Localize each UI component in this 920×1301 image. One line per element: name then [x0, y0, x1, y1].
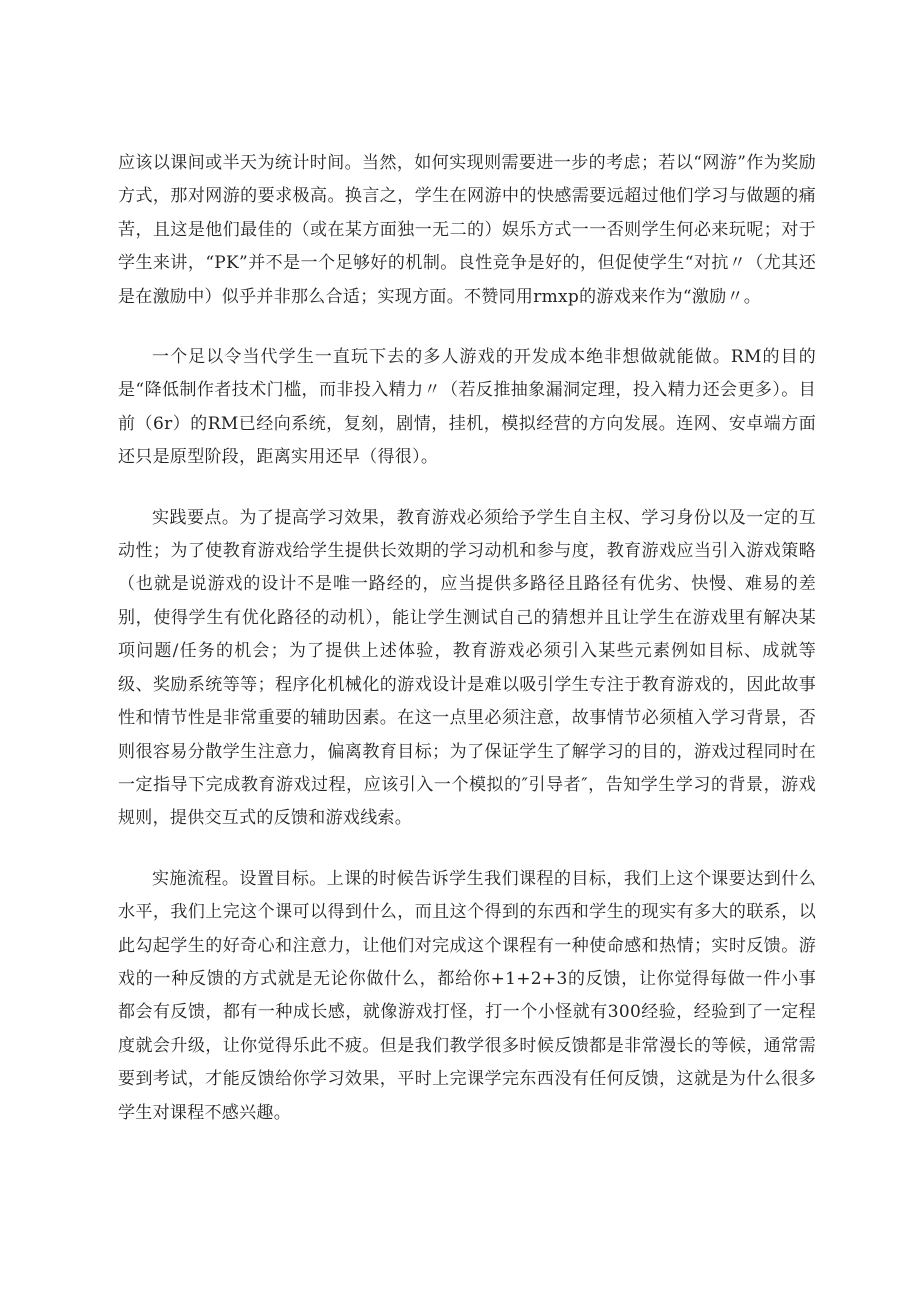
- paragraph-3: 实践要点。为了提高学习效果，教育游戏必须给予学生自主权、学习身份以及一定的互动性；为了使教育游戏给学生提供长效期的学习动机和参与度，教育游戏应当引入游戏策略（也就是说游戏的设计不是唯一路经的，应当提供多路径且路径有优劣、快慢、难易的差别，使得学生有优化路径的动机），能让学生测试自己的猜想并且让学生在游戏里有解决某项问题/任务的机会；为了提供上述体验，教育游戏必须引入某些元素例如目标、成就等级、奖励系统等等；程序化机械化的游戏设计是难以吸引学生专注于教育游戏的，因此故事性和情节性是非常重要的辅助因素。在这一点里必须注意，故事情节必须植入学习背景，否则很容易分散学生注意力，偏离教育目标；为了保证学生了解学习的目的，游戏过程同时在一定指导下完成教育游戏过程，应该引入一个模拟的″引导者″，告知学生学习的背景，游戏规则，提供交互式的反馈和游戏线索。: [118, 507, 816, 829]
- paragraph-4: 实施流程。设置目标。上课的时候告诉学生我们课程的目标，我们上这个课要达到什么水平，我们上完这个课可以得到什么，而且这个得到的东西和学生的现实有多大的联系，以此勾起学生的好奇心和注意力，让他们对完成这个课程有一种使命感和热情；实时反馈。游戏的一种反馈的方式就是无论你做什么，都给你+1+2+3的反馈，让你觉得每做一件小事都会有反馈，都有一种成长感，就像游戏打怪，打一个小怪就有300经验，经验到了一定程度就会升级，让你觉得乐此不疲。但是我们教学很多时候反馈都是非常漫长的等候，通常需要到考试，才能反馈给你学习效果，平时上完课学完东西没有任何反馈，这就是为什么很多学生对课程不感兴趣。: [118, 868, 816, 1123]
- paragraph-2: 一个足以令当代学生一直玩下去的多人游戏的开发成本绝非想做就能做。RM的目的是“降低制作者技术门槛，而非投入精力〃（若反推抽象漏洞定理，投入精力还会更多）。目前（6r）的RM已经向系统，复刻，剧情，挂机，模拟经营的方向发展。连网、安卓端方面还只是原型阶段，距离实用还早（得很）。: [118, 347, 816, 468]
- paragraph-1: 应该以课间或半天为统计时间。当然，如何实现则需要进一步的考虑；若以“网游”作为奖励方式，那对网游的要求极高。换言之，学生在网游中的快感需要远超过他们学习与做题的痛苦，且这是他们最佳的（或在某方面独一无二的）娱乐方式一一否则学生何必来玩呢；对于学生来讲，“PK”并不是一个足够好的机制。良性竞争是好的，但促使学生“对抗〃（尤其还是在激励中）似乎并非那么合适；实现方面。不赞同用rmxp的游戏来作为“激励〃。: [118, 153, 816, 307]
- document-body: [118, 147, 816, 1157]
